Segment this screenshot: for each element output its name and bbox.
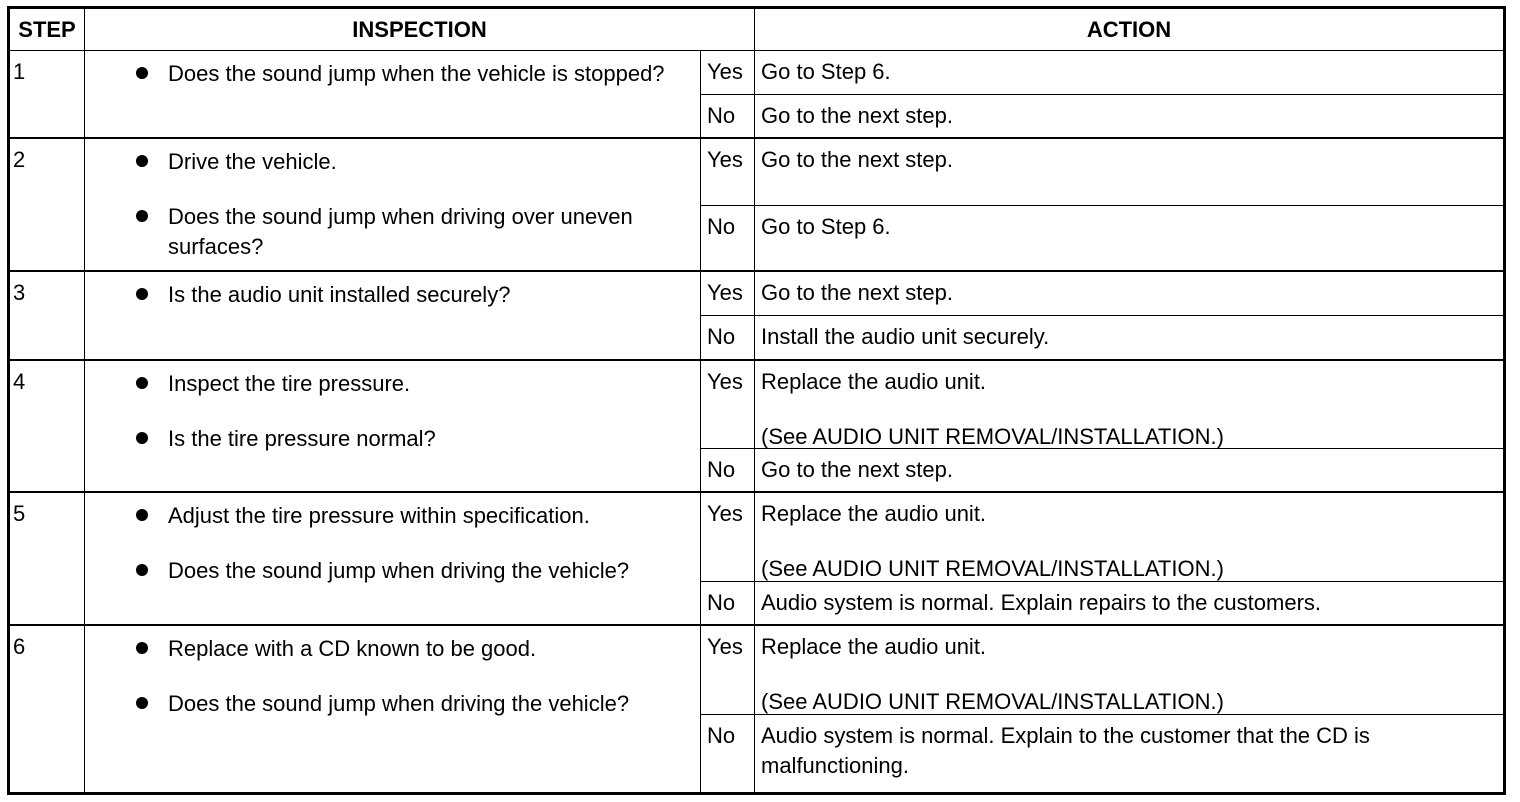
no-action <box>755 95 1503 139</box>
no-action <box>755 449 1503 493</box>
action-text: Replace the audio unit. <box>761 634 987 660</box>
bullet-icon <box>136 564 148 576</box>
step-number: 1 <box>10 51 85 139</box>
inspection-text: Adjust the tire pressure within specification. <box>168 503 590 529</box>
inspection-item <box>85 369 690 399</box>
bullet-icon <box>136 642 148 654</box>
bullet-icon <box>136 155 148 167</box>
inspection-item <box>85 280 690 310</box>
no-label: No <box>701 206 755 272</box>
yes-action <box>755 361 1503 449</box>
header-step: STEP <box>10 9 85 51</box>
no-action <box>755 206 1503 272</box>
inspection-cell <box>85 51 701 139</box>
inspection-item <box>85 202 690 262</box>
action-text: (See AUDIO UNIT REMOVAL/INSTALLATION.) <box>761 689 1224 715</box>
inspection-cell <box>85 493 701 626</box>
step-number: 2 <box>10 139 85 272</box>
yes-label: Yes <box>701 626 755 714</box>
step-number: 5 <box>10 493 85 626</box>
inspection-text: Replace with a CD known to be good. <box>168 636 537 662</box>
yes-action <box>755 493 1503 581</box>
inspection-text: Is the audio unit installed securely? <box>168 282 511 308</box>
inspection-item <box>85 59 690 89</box>
inspection-text: Does the sound jump when driving the vehicle? <box>168 558 630 584</box>
troubleshooting-table <box>7 6 1506 795</box>
yes-label: Yes <box>701 493 755 581</box>
yes-action <box>755 51 1503 95</box>
yes-action <box>755 272 1503 316</box>
inspection-cell <box>85 626 701 792</box>
inspection-text: Does the sound jump when driving over uneven surfaces? <box>168 204 633 260</box>
no-action <box>755 316 1503 360</box>
action-text: Replace the audio unit. <box>761 368 987 394</box>
inspection-cell <box>85 272 701 360</box>
bullet-icon <box>136 509 148 521</box>
bullet-icon <box>136 210 148 222</box>
yes-label: Yes <box>701 51 755 95</box>
step-number: 4 <box>10 361 85 494</box>
inspection-text: Is the tire pressure normal? <box>168 425 436 451</box>
inspection-item <box>85 424 690 454</box>
no-action <box>755 582 1503 626</box>
inspection-text: Drive the vehicle. <box>168 149 337 175</box>
yes-label: Yes <box>701 139 755 205</box>
inspection-item <box>85 634 690 664</box>
header-action: ACTION <box>755 9 1503 51</box>
action-text: Replace the audio unit. <box>761 501 987 527</box>
action-text: Audio system is normal. Explain repairs to the customers. <box>761 589 1322 615</box>
no-label: No <box>701 715 755 792</box>
action-text: Go to the next step. <box>761 280 954 306</box>
bullet-icon <box>136 697 148 709</box>
bullet-icon <box>136 377 148 389</box>
yes-action <box>755 139 1503 205</box>
inspection-item <box>85 556 690 586</box>
no-label: No <box>701 582 755 626</box>
bullet-icon <box>136 432 148 444</box>
inspection-text: Does the sound jump when driving the vehicle? <box>168 691 630 717</box>
inspection-text: Does the sound jump when the vehicle is stopped? <box>168 61 665 86</box>
inspection-item <box>85 147 690 177</box>
yes-label: Yes <box>701 272 755 316</box>
step-number: 3 <box>10 272 85 360</box>
no-label: No <box>701 449 755 493</box>
action-text: Go to the next step. <box>761 457 954 483</box>
action-text: (See AUDIO UNIT REMOVAL/INSTALLATION.) <box>761 423 1224 449</box>
bullet-icon <box>136 288 148 300</box>
step-number: 6 <box>10 626 85 792</box>
action-text: Go to the next step. <box>761 103 954 129</box>
header-inspection: INSPECTION <box>85 9 755 51</box>
action-text: Audio system is normal. Explain to the customer that the CD is malfunctioning. <box>761 722 1370 778</box>
action-text: (See AUDIO UNIT REMOVAL/INSTALLATION.) <box>761 556 1224 582</box>
no-label: No <box>701 316 755 360</box>
yes-action <box>755 626 1503 714</box>
bullet-icon <box>136 67 148 79</box>
action-text: Go to the next step. <box>761 147 954 173</box>
action-text: Go to Step 6. <box>761 59 891 84</box>
inspection-cell <box>85 361 701 494</box>
inspection-item <box>85 501 690 531</box>
action-text: Go to Step 6. <box>761 213 891 239</box>
action-text: Install the audio unit securely. <box>761 324 1050 350</box>
no-action <box>755 715 1503 792</box>
yes-label: Yes <box>701 361 755 449</box>
inspection-item <box>85 689 690 719</box>
inspection-text: Inspect the tire pressure. <box>168 370 411 396</box>
inspection-cell <box>85 139 701 272</box>
no-label: No <box>701 95 755 139</box>
